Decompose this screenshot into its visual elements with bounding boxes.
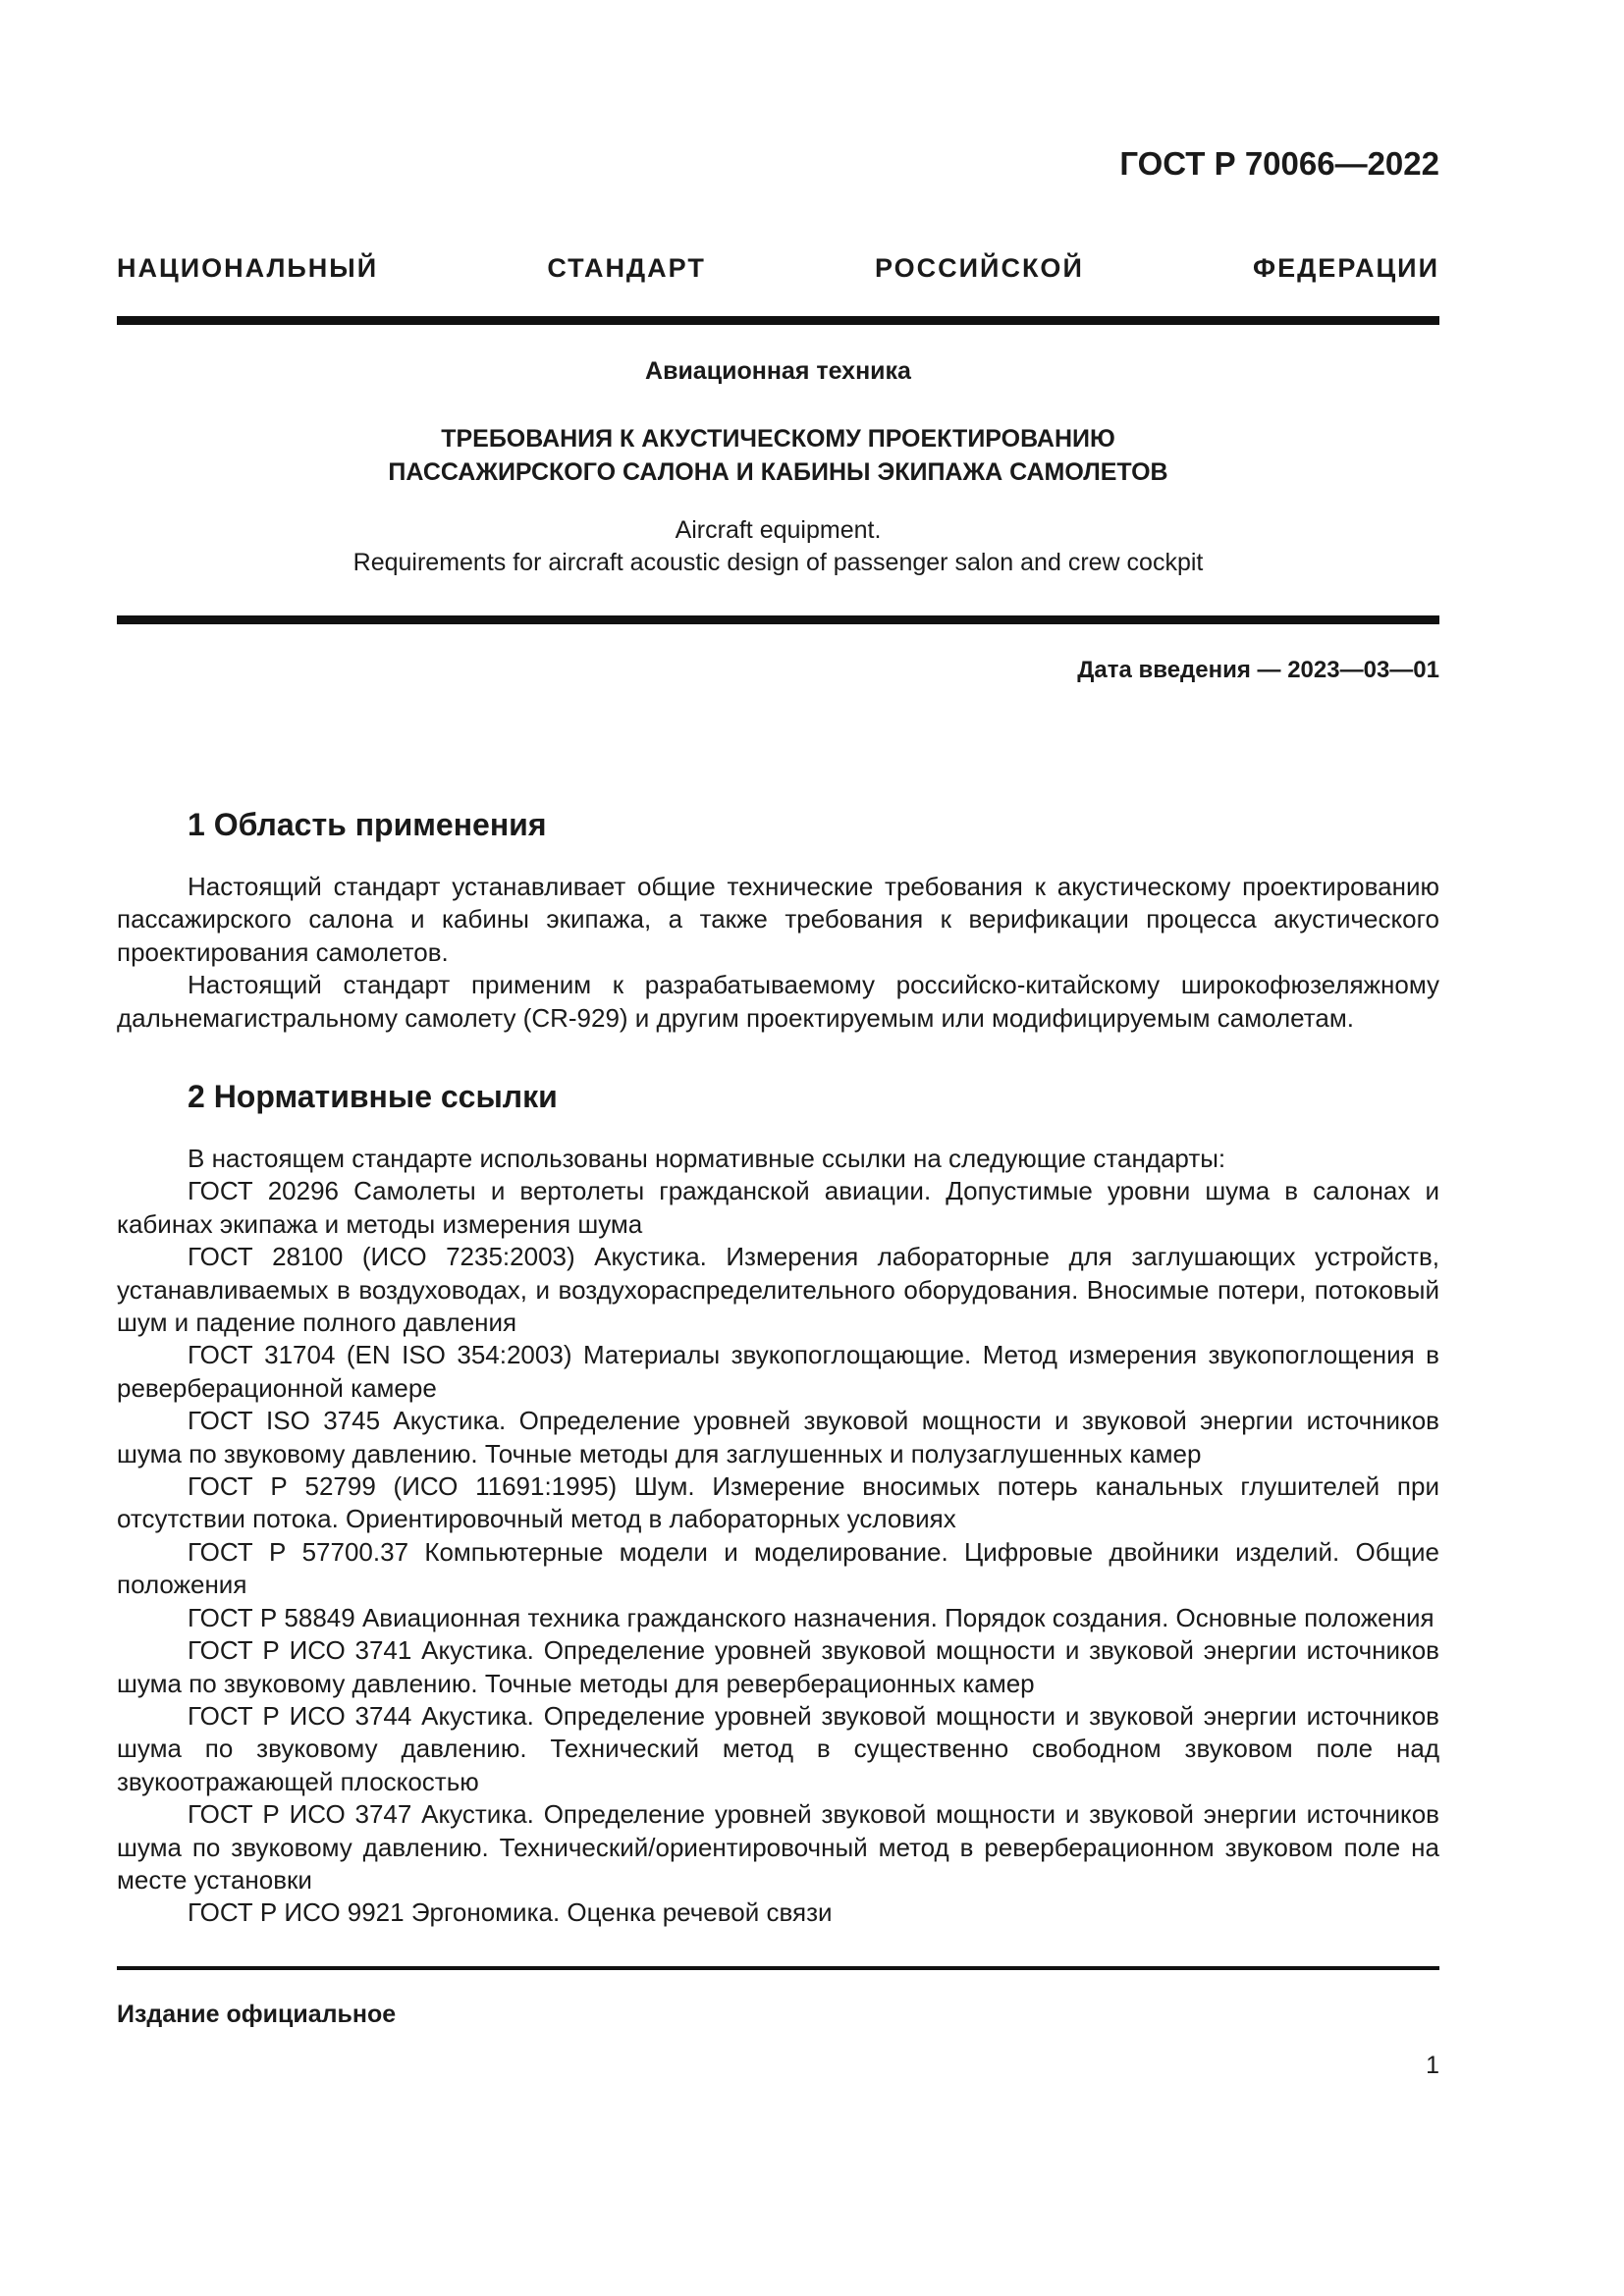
document-title-ru — [117, 422, 1439, 489]
page-number: 1 — [1426, 2052, 1439, 2079]
section-1-paragraph: Настоящий стандарт применим к разрабатываемому российско-китайскому широкофюзеляжному дальнемагистральному самолету (CR-929) и другим проектируемым или модифицируемым самолетам. — [117, 970, 1439, 1033]
section-2-heading: 2 Нормативные ссылки — [188, 1079, 558, 1114]
document-subject: Авиационная техника — [645, 357, 911, 385]
normative-reference-item: ГОСТ Р ИСО 3747 Акустика. Определение уровней звуковой мощности и звуковой энергии источников шума по звуковому давлению. Технический/ориентировочный метод в реверберационном звуковом поле на месте установки — [117, 1799, 1439, 1895]
normative-reference-item: ГОСТ 31704 (EN ISO 354:2003) Материалы звукопоглощающие. Метод измерения звукопоглощения в реверберационной камере — [117, 1340, 1439, 1403]
normative-reference-item: ГОСТ Р 58849 Авиационная техника гражданского назначения. Порядок создания. Основные положения — [188, 1602, 1435, 1632]
normative-reference-item: ГОСТ Р 57700.37 Компьютерные модели и моделирование. Цифровые двойники изделий. Общие положения — [117, 1536, 1439, 1600]
normative-reference-item: ГОСТ Р ИСО 3744 Акустика. Определение уровней звуковой мощности и звуковой энергии источников шума по звуковому давлению. Технический метод в существенно свободном звуковом поле над звукоотражающей плоскостью — [117, 1700, 1439, 1796]
normative-reference-intro: В настоящем стандарте использованы нормативные ссылки на следующие стандарты: — [188, 1144, 1226, 1173]
normative-reference-item: ГОСТ Р ИСО 9921 Эргономика. Оценка речевой связи — [188, 1897, 833, 1928]
introduction-date: Дата введения — 2023—03—01 — [1077, 657, 1439, 683]
normative-reference-item: ГОСТ Р ИСО 3741 Акустика. Определение уровней звуковой мощности и звуковой энергии источников шума по звуковому давлению. Точные методы для реверберационных камер — [117, 1635, 1439, 1698]
official-edition-label: Издание официальное — [117, 2001, 397, 2028]
normative-reference-item: ГОСТ 20296 Самолеты и вертолеты гражданской авиации. Допустимые уровни шума в салонах и кабинах экипажа и методы измерения шума — [117, 1176, 1439, 1239]
section-1-paragraph: Настоящий стандарт устанавливает общие технические требования к акустическому проектированию пассажирского салона и кабины экипажа, а также требования к верификации процесса акустического проектирования самолетов. — [117, 872, 1439, 967]
normative-reference-item: ГОСТ Р 52799 (ИСО 11691:1995) Шум. Измерение вносимых потерь канальных глушителей при отсутствии потока. Ориентировочный метод в лабораторных условиях — [117, 1471, 1439, 1534]
header-rule — [117, 316, 1439, 325]
title-en-line-2: Requirements for aircraft acoustic design of passenger salon and crew cockpit — [352, 549, 1204, 576]
section-1-body — [117, 871, 1439, 1035]
section-1-heading: 1 Область применения — [188, 807, 547, 842]
title-en-line-1: Aircraft equipment. — [675, 516, 882, 544]
title-rule — [117, 615, 1439, 624]
normative-reference-item: ГОСТ 28100 (ИСО 7235:2003) Акустика. Измерения лабораторные для заглушающих устройств, устанавливаемых в воздуховодах, и воздухораспределительного оборудования. Вносимые потери, потоковый шум и падение полного давления — [117, 1242, 1439, 1338]
normative-reference-item: ГОСТ ISO 3745 Акустика. Определение уровней звуковой мощности и звуковой энергии источников шума по звуковому давлению. Точные методы для заглушенных и полузаглушенных камер — [117, 1406, 1439, 1468]
document-title-en — [117, 514, 1439, 579]
footer-rule — [117, 1966, 1439, 1970]
title-ru-line-2: ПАССАЖИРСКОГО САЛОНА И КАБИНЫ ЭКИПАЖА САМОЛЕТОВ — [388, 458, 1168, 486]
title-ru-line-1: ТРЕБОВАНИЯ К АКУСТИЧЕСКОМУ ПРОЕКТИРОВАНИЮ — [441, 425, 1115, 453]
national-standard-banner: НАЦИОНАЛЬНЫЙ СТАНДАРТ РОССИЙСКОЙ ФЕДЕРАЦИИ — [117, 253, 1439, 283]
section-2-body — [117, 1143, 1439, 1930]
document-number: ГОСТ Р 70066—2022 — [1119, 145, 1439, 182]
